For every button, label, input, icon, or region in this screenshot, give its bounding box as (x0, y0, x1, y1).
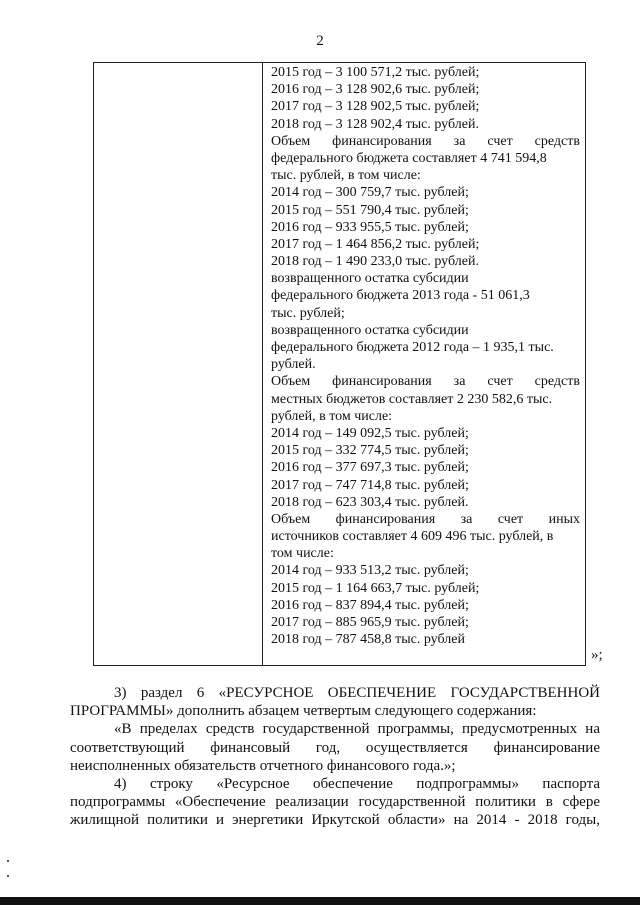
scan-mark (7, 875, 9, 877)
funding-line: рублей. (271, 357, 316, 373)
funding-line: 2018 год – 3 128 902,4 тыс. рублей. (271, 116, 479, 132)
paragraph-line: 3) раздел 6 «РЕСУРСНОЕ ОБЕСПЕЧЕНИЕ ГОСУДАРСТВЕННОЙ (114, 685, 600, 701)
funding-lines (263, 63, 585, 648)
paragraph-line: подпрограммы «Обеспечение реализации государственной политики в сфере (70, 794, 600, 811)
funding-line: Объем финансирования за счет средств (271, 374, 580, 390)
funding-line: 2018 год – 787 458,8 тыс. рублей (271, 632, 465, 648)
scan-mark (7, 860, 9, 862)
funding-line: 2017 год – 885 965,9 тыс. рублей; (271, 615, 469, 630)
funding-line: 2015 год – 551 790,4 тыс. рублей; (271, 202, 469, 218)
funding-line: 2015 год – 3 100 571,2 тыс. рублей; (271, 65, 480, 80)
funding-line: 2017 год – 3 128 902,5 тыс. рублей; (271, 99, 480, 115)
funding-line: 2017 год – 1 464 856,2 тыс. рублей; (271, 236, 480, 252)
funding-line: Объем финансирования за счет средств (271, 133, 580, 149)
funding-line: 2018 год – 623 303,4 тыс. рублей. (271, 494, 469, 510)
body-text (70, 684, 600, 830)
paragraph-line: «В пределах средств государственной программы, предусмотренных на (114, 721, 600, 738)
funding-line: Объем финансирования за счет иных (271, 511, 580, 527)
funding-line: 2018 год – 1 490 233,0 тыс. рублей. (271, 254, 479, 270)
funding-line: 2016 год – 377 697,3 тыс. рублей; (271, 460, 469, 476)
funding-line: федерального бюджета составляет 4 741 594,8 (271, 150, 547, 166)
page-number: 2 (316, 33, 324, 49)
funding-line: федерального бюджета 2012 года – 1 935,1 тыс. (271, 340, 554, 355)
paragraph-line: 4) строку «Ресурсное обеспечение подпрограммы» паспорта (114, 775, 600, 792)
paragraph-line: неисполненных обязательств отчетного финансового года.»; (70, 757, 456, 774)
funding-line: 2016 год – 837 894,4 тыс. рублей; (271, 597, 469, 613)
funding-line: 2017 год – 747 714,8 тыс. рублей; (271, 477, 469, 493)
funding-line: 2016 год – 3 128 902,6 тыс. рублей; (271, 82, 480, 98)
table-cell-values (263, 63, 586, 666)
funding-line: возвращенного остатка субсидии (271, 322, 469, 338)
funding-line: 2015 год – 1 164 663,7 тыс. рублей; (271, 580, 480, 596)
funding-line: федерального бюджета 2013 года - 51 061,3 (271, 288, 530, 304)
funding-line: возвращенного остатка субсидии (271, 271, 469, 287)
paragraph-line: жилищной политики и энергетики Иркутской области» на 2014 - 2018 годы, (70, 812, 600, 829)
funding-line: том числе: (271, 546, 334, 562)
budget-table (93, 62, 586, 666)
funding-line: тыс. рублей; (271, 305, 345, 321)
table-cell-label (94, 63, 263, 666)
funding-line: источников составляет 4 609 496 тыс. рублей, в (271, 529, 554, 545)
funding-line: 2014 год – 300 759,7 тыс. рублей; (271, 185, 469, 201)
funding-line: тыс. рублей, в том числе: (271, 168, 421, 184)
funding-line: 2014 год – 933 513,2 тыс. рублей; (271, 563, 469, 579)
funding-line: местных бюджетов составляет 2 230 582,6 тыс. (271, 391, 553, 407)
funding-line: 2016 год – 933 955,5 тыс. рублей; (271, 219, 469, 235)
paragraph-line: ПРОГРАММЫ» дополнить абзацем четвертым следующего содержания: (70, 703, 537, 720)
funding-line: рублей, в том числе: (271, 408, 393, 424)
closing-quote: »; (591, 647, 603, 663)
paragraph-line: соответствующий финансовый год, осуществляется финансирование (70, 739, 600, 756)
table-row (94, 63, 586, 666)
funding-line: 2014 год – 149 092,5 тыс. рублей; (271, 425, 469, 441)
scan-edge (0, 897, 640, 905)
funding-line: 2015 год – 332 774,5 тыс. рублей; (271, 443, 469, 459)
